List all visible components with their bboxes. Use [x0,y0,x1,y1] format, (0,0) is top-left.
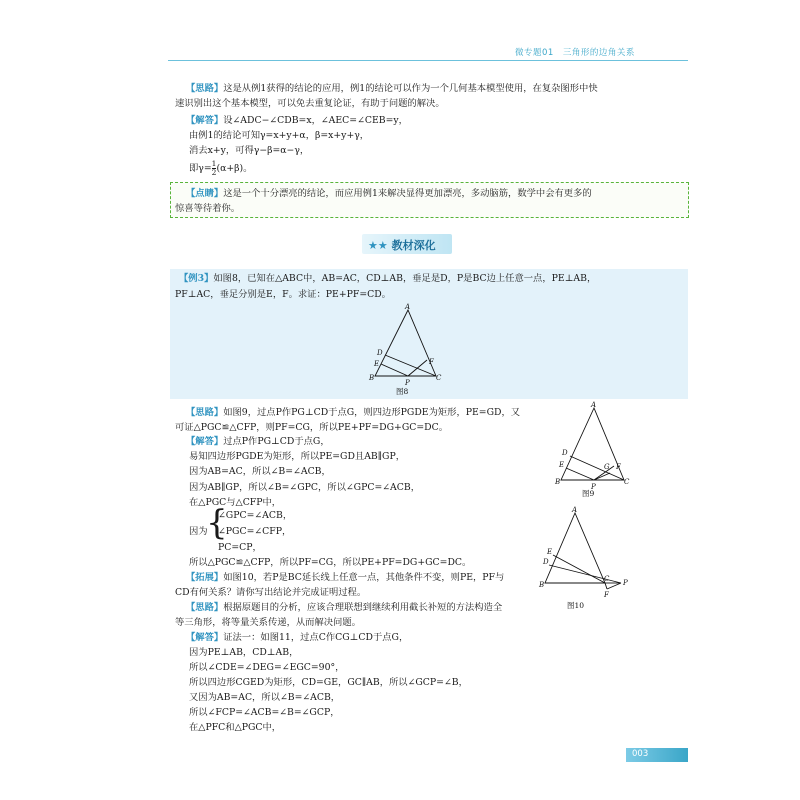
fig10-label-F: F [604,591,609,599]
silu2-text-1: 如图9，过点P作PG⊥CD于点G，则四边形PGDE为矩形，PE=GD，又 [223,407,521,418]
fig10-label-A: A [572,506,578,514]
jieda3-line-7: 在△PFC和△PGC中， [189,722,282,733]
fig8-label-D: D [377,349,383,357]
header-rule [168,60,688,61]
fig8-label-A: A [405,303,411,311]
system-line-1: ∠GPC=∠ACB， [218,510,293,521]
formula-pre: 即γ= [189,163,212,174]
jieda3-line-5: 又因为AB=AC，所以∠B=∠ACB， [189,692,341,703]
section-title [368,237,436,253]
fig10-label-D: D [543,558,549,566]
figure-10 [535,505,637,613]
example-3-line-2: PF⊥AC，垂足分别是E，F。求证：PE+PF=CD。 [175,289,391,300]
silu-text-1: 这是从例1获得的结论的应用，例1的结论可以作为一个几何基本模型使用，在复杂图形中快 [223,83,598,94]
jieda-line-1 [186,113,408,128]
fig10-label-C: C [604,575,610,583]
jieda-tag: 【解答】 [186,115,224,126]
fraction-denominator: 2 [211,168,217,177]
dianjing-tag: 【点睛】 [186,188,224,199]
dianjing-line-1 [186,186,592,201]
silu-tag: 【思路】 [186,83,224,94]
section-title-text: 教材深化 [391,239,436,252]
fig9-label-B: B [555,478,561,486]
fig8-label-F: F [429,358,434,366]
example-3-tag: 【例3】 [179,273,214,284]
formula-post: (α+β)。 [216,163,253,174]
running-header: 微专题01 三角形的边角关系 [515,48,635,58]
fig10-label-P: P [623,579,628,587]
system-brace: { [206,503,228,543]
system-prefix: 因为 [189,526,208,537]
system-line-2: ∠PGC=∠CFP， [218,526,292,537]
fig10-label-B: B [539,581,545,589]
fig9-label-A: A [591,401,597,409]
jieda2-line-6: 所以△PGC≌△CFP，所以PF=CG，所以PE+PF=DG+GC=DC。 [189,557,472,568]
jieda-line-3: 消去x+y，可得γ−β=α−γ， [189,145,310,156]
fig9-caption: 图9 [582,489,595,498]
silu2-line-1 [186,405,520,420]
jieda3-text-1: 证法一：如图11，过点C作CG⊥CD于点G， [223,632,409,643]
fig9-label-P: P [591,483,596,491]
jieda2-line-5: 在△PGC与△CFP中， [189,497,282,508]
fig8-label-E: E [374,360,380,368]
jieda2-line-1 [186,434,330,449]
tuozhan-tag: 【拓展】 [186,572,224,583]
fig9-label-C: C [624,478,630,486]
dianjing-text-1: 这是一个十分漂亮的结论，而应用例1来解决显得更加漂亮，多动脑筋，数学中会有更多的 [223,188,592,199]
jieda3-line-6: 所以∠FCP=∠ACB=∠B=∠GCP， [189,707,340,718]
star-icons: ★★ [368,239,388,252]
fig10-label-E: E [547,548,553,556]
fig8-label-P: P [405,379,410,387]
silu3-line-2: 等三角形，将等量关系传递，从而解决问题。 [175,617,361,628]
jieda2-line-3: 因为AB=AC，所以∠B=∠ACB， [189,466,331,477]
silu3-line-1 [186,600,502,615]
jieda3-line-3: 所以∠CDE=∠DEG=∠EGC=90°， [189,662,345,673]
silu2-tag: 【思路】 [186,407,224,418]
jieda2-text-1: 过点P作PG⊥CD于点G， [223,436,330,447]
fig8-caption: 图8 [396,387,409,396]
tuozhan-line-1 [186,570,504,585]
fig9-label-D: D [562,449,568,457]
silu2-line-2: 可证△PGC≌△CFP，则PF=CG，所以PE+PF=DG+GC=DC。 [175,422,449,433]
fig9-label-F: F [616,463,621,471]
jieda3-line-4: 所以四边形CGED为矩形，CD=GE，GC∥AB，所以∠GCP=∠B， [189,677,468,688]
silu-line-1 [186,81,598,96]
figure-9 [550,398,640,500]
fig9-label-G: G [604,463,610,471]
dianjing-line-2: 惊喜等待着你。 [175,203,241,214]
silu3-tag: 【思路】 [186,602,224,613]
tuozhan-line-2: CD有何关系？请你写出结论并完成证明过程。 [175,587,367,598]
jieda-line-4 [189,160,252,177]
jieda2-tag: 【解答】 [186,436,224,447]
jieda-text-1: 设∠ADC−∠CDB=x，∠AEC=∠CEB=y， [223,115,408,126]
figure-8 [360,300,460,398]
jieda3-line-1 [186,630,408,645]
jieda2-line-4: 因为AB∥GP，所以∠B=∠GPC，所以∠GPC=∠ACB， [189,482,421,493]
jieda-line-2: 由例1的结论可知γ=x+y+α，β=x+y+γ， [189,130,370,141]
fig8-label-B: B [369,374,375,382]
example-3-line-1 [179,271,596,286]
tuozhan-text-1: 如图10，若P是BC延长线上任意一点，其他条件不变，则PE，PF与 [223,572,505,583]
jieda3-tag: 【解答】 [186,632,224,643]
fig9-label-E: E [559,461,565,469]
fig10-caption: 图10 [567,601,585,610]
jieda2-line-2: 易知四边形PGDE为矩形，所以PE=GD且AB∥GP， [189,451,406,462]
silu3-text-1: 根据原题目的分析，应该合理联想到继续利用截长补短的方法构造全 [223,602,503,613]
fig8-label-C: C [436,374,442,382]
silu-line-2: 速识别出这个基本模型，可以免去重复论证，有助于问题的解决。 [175,98,445,109]
jieda3-line-2: 因为PE⊥AB，CD⊥AB， [189,647,299,658]
example-3-text-1: 如图8，已知在△ABC中，AB=AC，CD⊥AB，垂足是D，P是BC边上任意一点，PE⊥AB， [213,273,597,284]
page-number: 003 [632,749,649,759]
system-line-3: PC=CP， [218,542,262,553]
fraction-numerator: 1 [211,159,217,168]
